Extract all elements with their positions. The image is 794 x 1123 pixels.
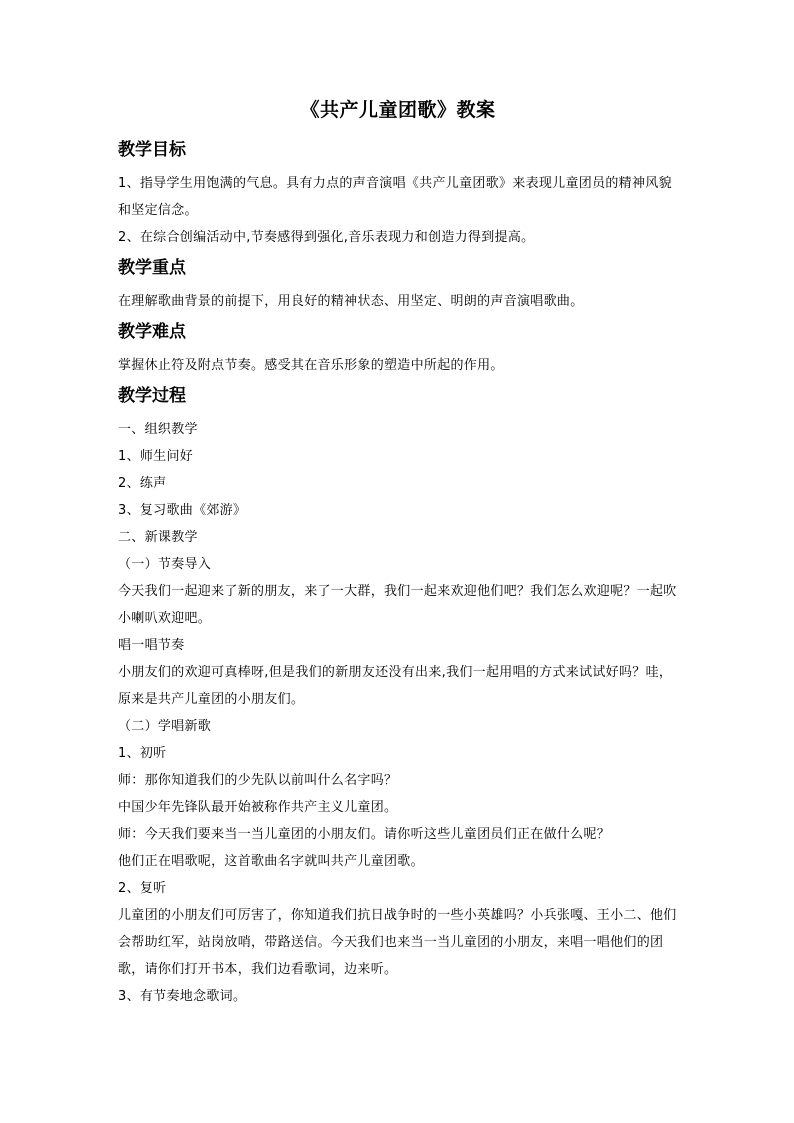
section-keypoints [118, 255, 678, 315]
paragraph: 1、指导学生用饱满的气息。具有力点的声音演唱《共产儿童团歌》来表现儿童团员的精神风貌和坚定信念。 [118, 176, 672, 218]
paragraph: 2、练声 [118, 476, 167, 491]
paragraph: 中国少年先锋队最开始被称作共产主义儿童团。 [118, 800, 398, 815]
paragraph: 师：那你知道我们的少先队以前叫什么名字吗？ [118, 773, 398, 788]
paragraph: （二）学唱新歌 [118, 719, 212, 734]
section-goals [118, 137, 678, 251]
paragraph: 3、有节奏地念歌词。 [118, 989, 247, 1004]
section-difficulties [118, 319, 678, 379]
paragraph: 1、初听 [118, 746, 167, 761]
section-heading-difficulties: 教学难点 [118, 322, 186, 342]
paragraph: 掌握休止符及附点节奏。感受其在音乐形象的塑造中所起的作用。 [118, 358, 504, 373]
paragraph: 师：今天我们要来当一当儿童团的小朋友们。请你听这些儿童团员们正在做什么呢？ [118, 827, 611, 842]
paragraph: 1、师生问好 [118, 449, 194, 464]
section-heading-keypoints: 教学重点 [118, 258, 186, 278]
paragraph: 唱一唱节奏 [118, 638, 185, 653]
paragraph: 2、复听 [118, 881, 167, 896]
paragraph: 儿童团的小朋友们可厉害了，你知道我们抗日战争时的一些小英雄吗？小兵张嘎、王小二、他们会帮助红军，站岗放哨，带路送信。今天我们也来当一当儿童团的小朋友，来唱一唱他们的团歌，请你们打开书本，我们边看歌词，边来听。 [118, 908, 677, 977]
paragraph: （一）节奏导入 [118, 557, 212, 572]
paragraph: 二、新课教学 [118, 530, 198, 545]
section-heading-process: 教学过程 [118, 386, 186, 406]
paragraph: 小朋友们的欢迎可真棒呀,但是我们的新朋友还没有出来,我们一起用唱的方式来试试好吗？哇，原来是共产儿童团的小朋友们。 [118, 665, 673, 707]
section-heading-goals: 教学目标 [118, 140, 186, 160]
paragraph: 他们正在唱歌呢，这首歌曲名字就叫共产儿童团歌。 [118, 854, 424, 869]
document-content [118, 96, 678, 1014]
paragraph: 2、在综合创编活动中,节奏感得到强化,音乐表现力和创造力得到提高。 [118, 230, 535, 245]
paragraph: 今天我们一起迎来了新的朋友，来了一大群，我们一起来欢迎他们吧？我们怎么欢迎呢？一起吹小喇叭欢迎吧。 [118, 584, 677, 626]
paragraph: 一、组织教学 [118, 422, 198, 437]
section-process [118, 383, 678, 1010]
document-title: 《共产儿童团歌》教案 [300, 99, 496, 121]
paragraph: 3、复习歌曲《郊游》 [118, 503, 247, 518]
paragraph: 在理解歌曲背景的前提下，用良好的精神状态、用坚定、明朗的声音演唱歌曲。 [118, 294, 584, 309]
